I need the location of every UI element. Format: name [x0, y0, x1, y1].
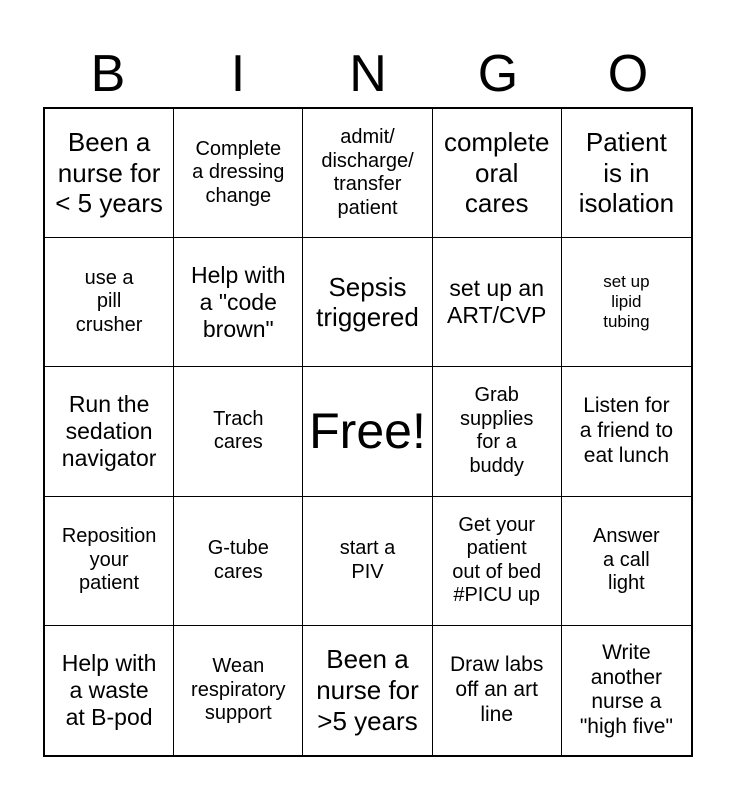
- bingo-cell-r3-c1[interactable]: [45, 367, 174, 496]
- bingo-cell-r3-c2[interactable]: [174, 367, 303, 496]
- cell-label: Wean respiratory support: [191, 655, 286, 725]
- bingo-cell-r2-c4[interactable]: [433, 238, 562, 367]
- header-letter-i: I: [230, 45, 246, 103]
- header-letter-o: O: [607, 45, 649, 103]
- cell-label: G-tube cares: [207, 537, 269, 583]
- bingo-cell-r2-c5[interactable]: [562, 238, 691, 367]
- cell-label: Draw labs off an art line: [450, 653, 544, 726]
- cell-label: Trach cares: [213, 407, 264, 454]
- bingo-cell-r5-c4[interactable]: [433, 626, 562, 755]
- cell-label: set up an ART/CVP: [447, 275, 547, 329]
- cell-label: Listen for a friend to eat lunch: [579, 394, 674, 467]
- bingo-cell-r1-c4[interactable]: [433, 109, 562, 238]
- bingo-cell-r1-c3[interactable]: [303, 109, 432, 238]
- bingo-cell-r2-c2[interactable]: [174, 238, 303, 367]
- bingo-board: [43, 107, 693, 757]
- bingo-cell-r4-c3[interactable]: [303, 497, 432, 626]
- cell-label: start a PIV: [339, 537, 396, 583]
- bingo-header: [43, 40, 693, 108]
- cell-label: Been a nurse for >5 years: [316, 644, 419, 736]
- bingo-cell-r4-c5[interactable]: [562, 497, 691, 626]
- bingo-cell-free[interactable]: [303, 367, 432, 496]
- cell-label: Reposition your patient: [61, 525, 157, 595]
- cell-label: Answer a call light: [593, 525, 660, 595]
- cell-label: Get your patient out of bed #PICU up: [452, 513, 542, 607]
- cell-label: Complete a dressing change: [192, 137, 285, 207]
- bingo-cell-r1-c1[interactable]: [45, 109, 174, 238]
- bingo-cell-r5-c1[interactable]: [45, 626, 174, 755]
- bingo-cell-r5-c3[interactable]: [303, 626, 432, 755]
- bingo-cell-r5-c5[interactable]: [562, 626, 691, 755]
- bingo-cell-r3-c5[interactable]: [562, 367, 691, 496]
- bingo-cell-r4-c1[interactable]: [45, 497, 174, 626]
- cell-label: Sepsis triggered: [316, 271, 419, 333]
- cell-label: Write another nurse a "high five": [579, 640, 673, 739]
- bingo-cell-r1-c5[interactable]: [562, 109, 691, 238]
- bingo-cell-r2-c3[interactable]: [303, 238, 432, 367]
- cell-label: Patient is in isolation: [578, 127, 675, 219]
- cell-label: set up lipid tubing: [603, 272, 650, 332]
- cell-label: Run the sedation navigator: [61, 390, 157, 472]
- cell-label: Help with a waste at B-pod: [61, 649, 157, 730]
- cell-label: admit/ discharge/ transfer patient: [321, 125, 414, 219]
- cell-label: use a pill crusher: [75, 266, 143, 337]
- bingo-cell-r5-c2[interactable]: [174, 626, 303, 755]
- bingo-cell-r4-c2[interactable]: [174, 497, 303, 626]
- cell-label: Been a nurse for < 5 years: [55, 127, 163, 219]
- header-letter-g: G: [477, 45, 519, 103]
- bingo-cell-r1-c2[interactable]: [174, 109, 303, 238]
- cell-label: Help with a "code brown": [190, 261, 286, 342]
- header-letter-b: B: [90, 45, 126, 103]
- free-space-label: Free!: [309, 402, 426, 459]
- bingo-cell-r2-c1[interactable]: [45, 238, 174, 367]
- bingo-cell-r4-c4[interactable]: [433, 497, 562, 626]
- cell-label: complete oral cares: [443, 127, 550, 219]
- cell-label: Grab supplies for a buddy: [460, 384, 534, 478]
- bingo-cell-r3-c4[interactable]: [433, 367, 562, 496]
- header-letter-n: N: [349, 45, 387, 103]
